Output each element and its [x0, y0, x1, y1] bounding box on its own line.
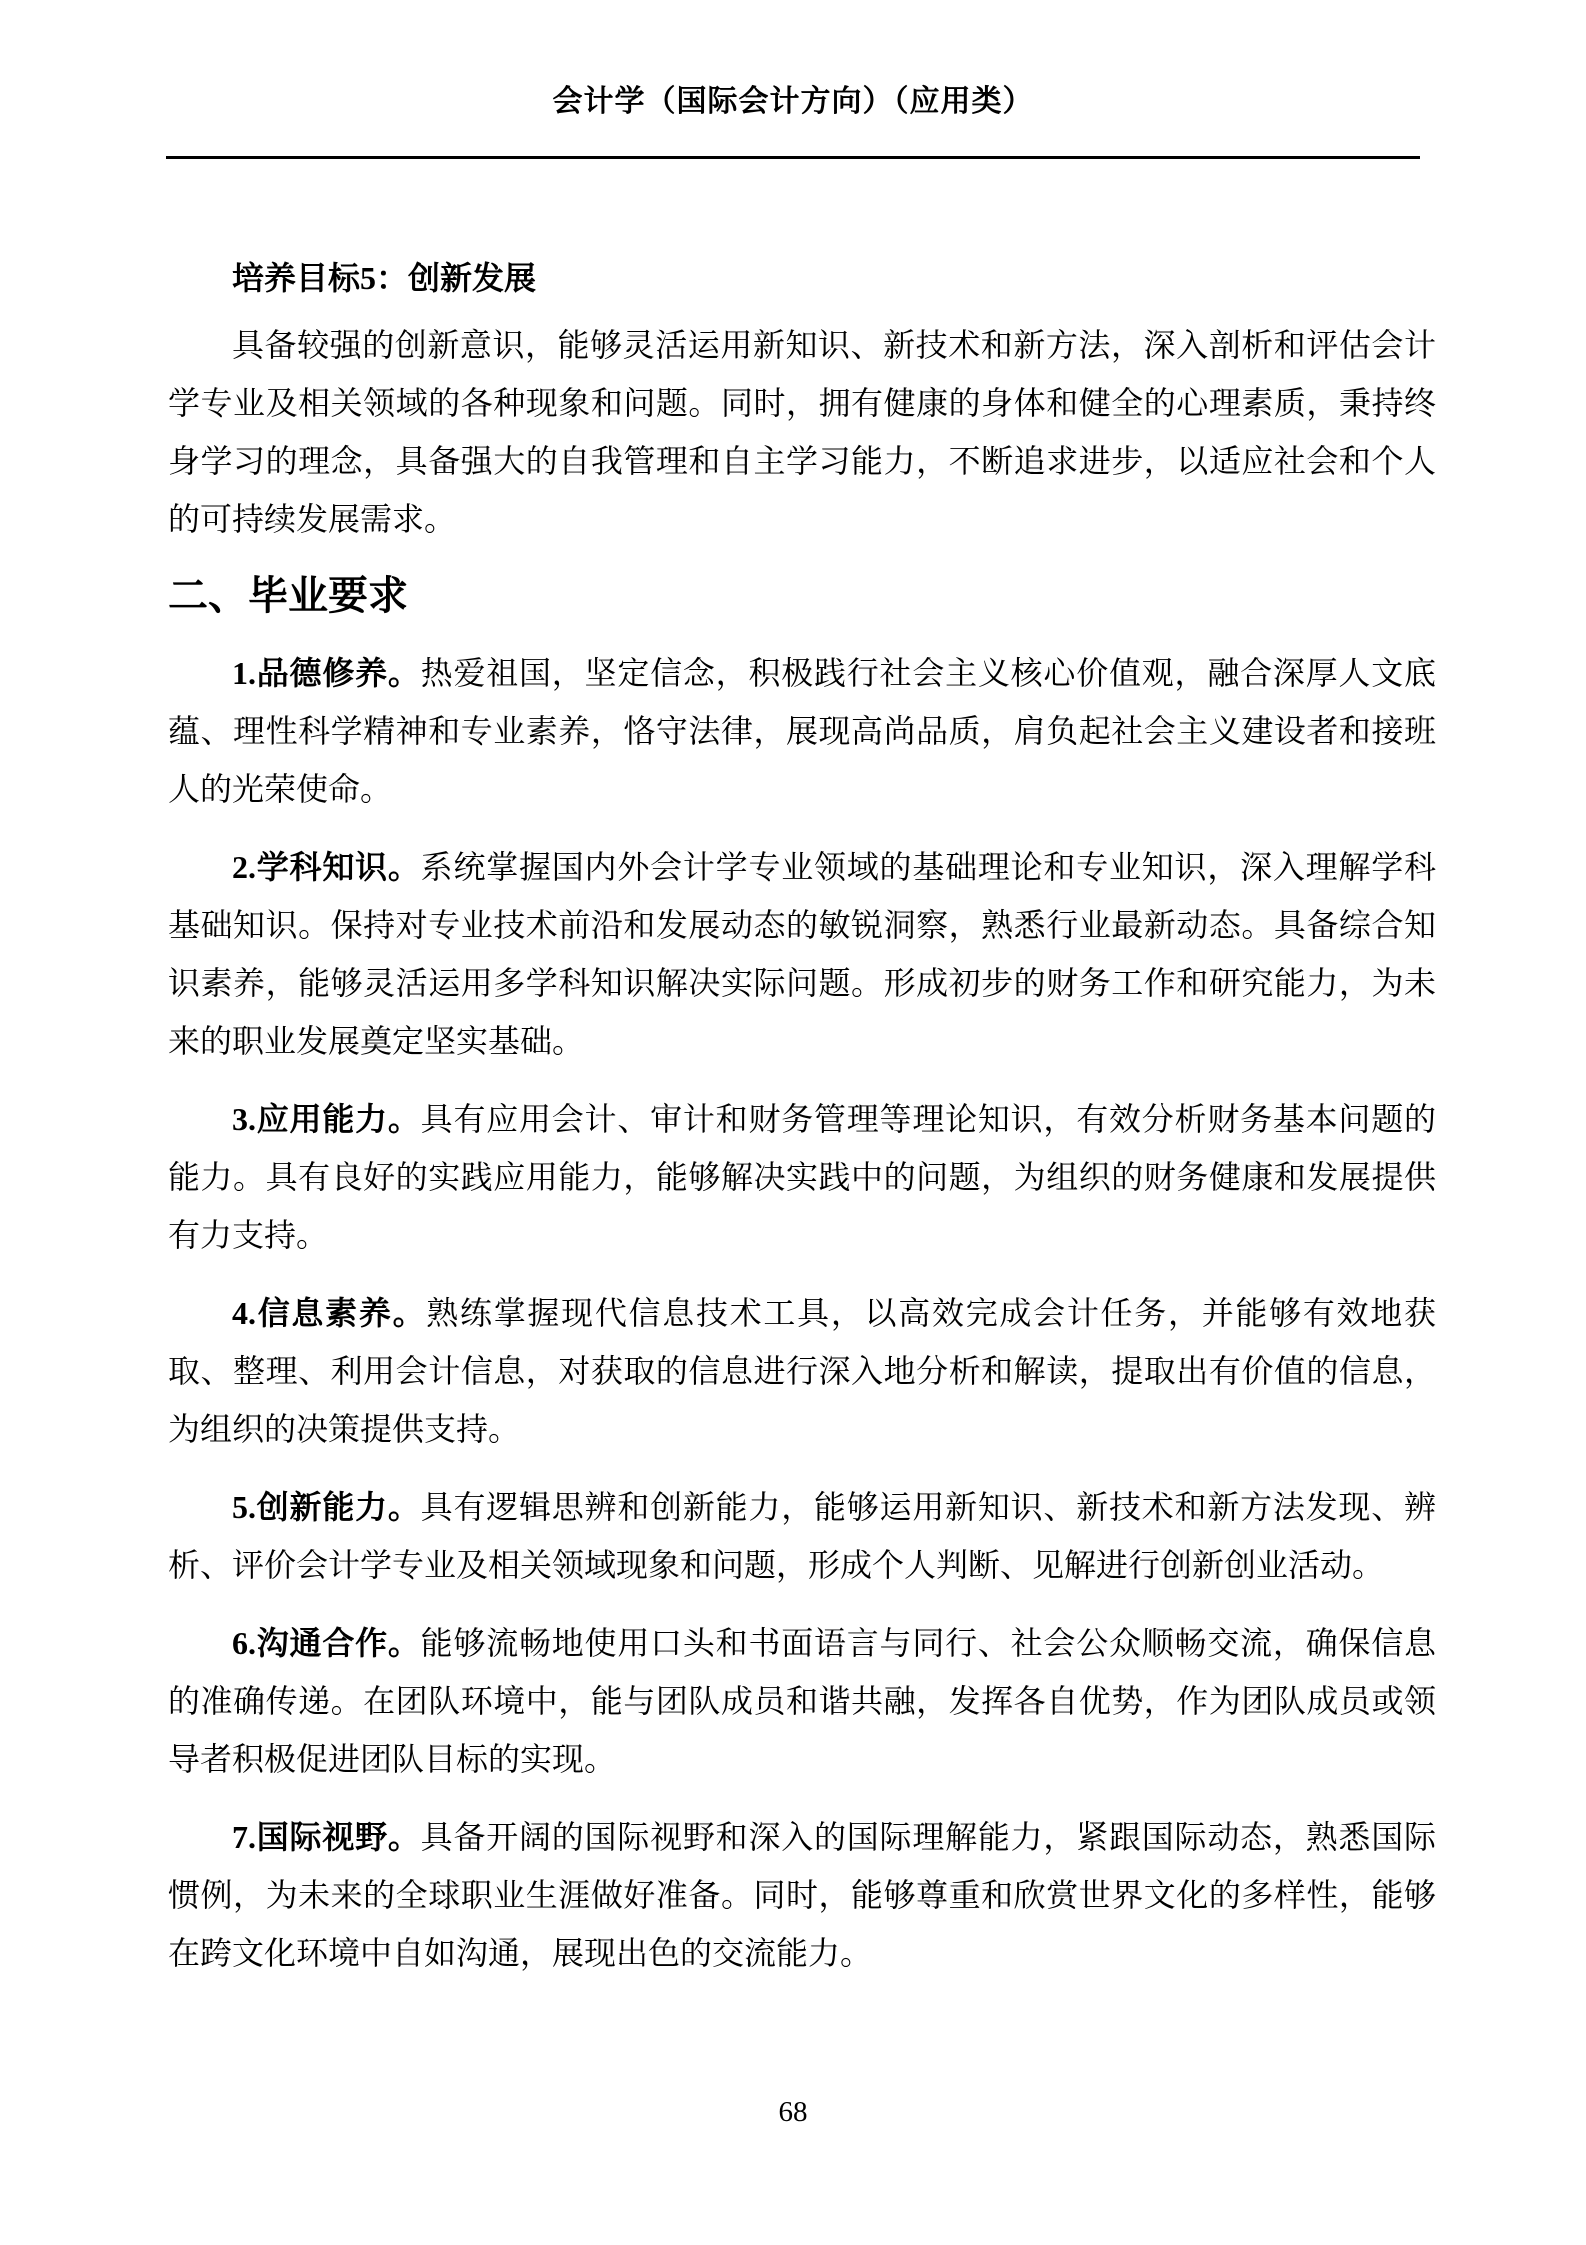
requirement-label-5: 5.创新能力。 [232, 1489, 421, 1525]
requirement-item-6 [168, 1614, 1436, 1788]
graduation-requirements-heading: 二、毕业要求 [168, 574, 408, 618]
requirement-label-4: 4.信息素养。 [232, 1295, 427, 1331]
goal5-heading: 培养目标5：创新发展 [232, 260, 537, 296]
requirement-text-4: 熟练掌握现代信息技术工具，以高效完成会计任务，并能够有效地获取、整理、利用会计信息，对获取的信息进行深入地分析和解读，提取出有价值的信息，为组织的决策提供支持。 [168, 1295, 1436, 1447]
goal5-paragraph: 具备较强的创新意识，能够灵活运用新知识、新技术和新方法，深入剖析和评估会计学专业及相关领域的各种现象和问题。同时，拥有健康的身体和健全的心理素质，秉持终身学习的理念，具备强大的自我管理和自主学习能力，不断追求进步，以适应社会和个人的可持续发展需求。 [168, 327, 1436, 537]
page-number: 68 [778, 2096, 808, 2128]
requirement-item-7 [168, 1808, 1436, 1982]
requirement-item-4 [168, 1284, 1436, 1458]
document-body [168, 248, 1436, 1982]
requirement-item-1 [168, 644, 1436, 818]
requirement-text-2: 系统掌握国内外会计学专业领域的基础理论和专业知识，深入理解学科基础知识。保持对专业技术前沿和发展动态的敏锐洞察，熟悉行业最新动态。具备综合知识素养，能够灵活运用多学科知识解决实际问题。形成初步的财务工作和研究能力，为未来的职业发展奠定坚实基础。 [168, 849, 1436, 1059]
requirement-label-6: 6.沟通合作。 [232, 1625, 421, 1661]
header-divider-rule [166, 156, 1420, 159]
requirement-label-1: 1.品德修养。 [232, 655, 421, 691]
requirement-label-3: 3.应用能力。 [232, 1101, 421, 1137]
requirement-label-7: 7.国际视野。 [232, 1819, 421, 1855]
requirement-text-1: 热爱祖国，坚定信念，积极践行社会主义核心价值观，融合深厚人文底蕴、理性科学精神和专业素养，恪守法律，展现高尚品质，肩负起社会主义建设者和接班人的光荣使命。 [168, 655, 1436, 807]
requirement-text-7: 具备开阔的国际视野和深入的国际理解能力，紧跟国际动态，熟悉国际惯例，为未来的全球职业生涯做好准备。同时，能够尊重和欣赏世界文化的多样性，能够在跨文化环境中自如沟通，展现出色的交流能力。 [168, 1819, 1436, 1971]
requirement-item-2 [168, 838, 1436, 1070]
requirement-label-2: 2.学科知识。 [232, 849, 421, 885]
requirement-text-3: 具有应用会计、审计和财务管理等理论知识，有效分析财务基本问题的能力。具有良好的实践应用能力，能够解决实践中的问题，为组织的财务健康和发展提供有力支持。 [168, 1101, 1436, 1253]
running-header-title: 会计学（国际会计方向）（应用类） [552, 85, 1034, 118]
requirement-text-5: 具有逻辑思辨和创新能力，能够运用新知识、新技术和新方法发现、辨析、评价会计学专业及相关领域现象和问题，形成个人判断、见解进行创新创业活动。 [168, 1489, 1436, 1583]
requirement-text-6: 能够流畅地使用口头和书面语言与同行、社会公众顺畅交流，确保信息的准确传递。在团队环境中，能与团队成员和谐共融，发挥各自优势，作为团队成员或领导者积极促进团队目标的实现。 [168, 1625, 1436, 1777]
requirement-item-3 [168, 1090, 1436, 1264]
requirement-item-5 [168, 1478, 1436, 1594]
